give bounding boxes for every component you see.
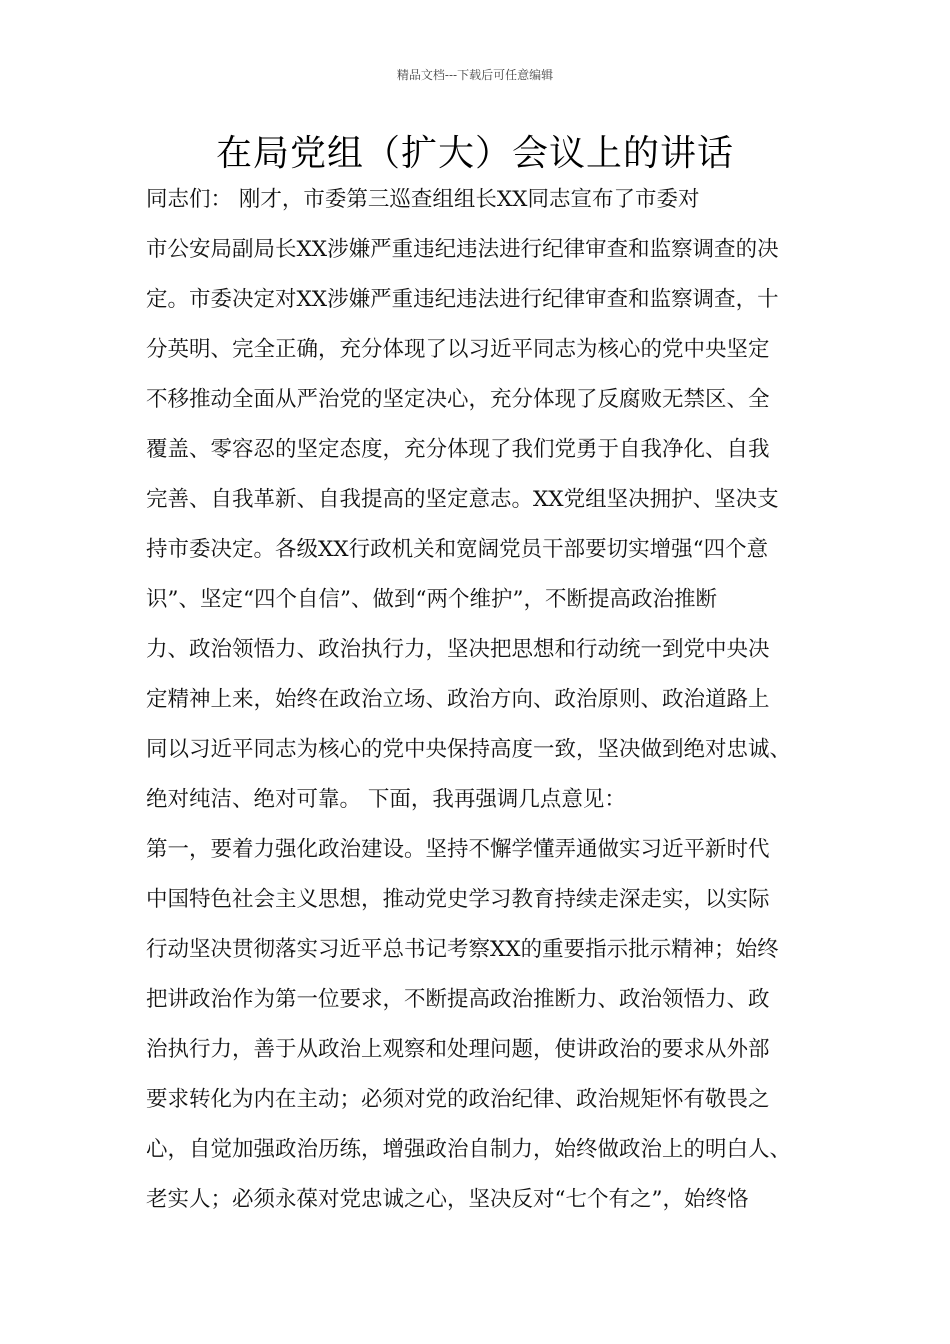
body-line: 定精神上来，始终在政治立场、政治方向、政治原则、政治道路上 xyxy=(146,687,770,712)
body-line: 老实人；必须永葆对党忠诚之心，坚决反对“七个有之”，始终恪 xyxy=(146,1187,749,1212)
body-line: 中国特色社会主义思想，推动党史学习教育持续走深走实，以实际 xyxy=(146,887,770,912)
body-line: 把讲政治作为第一位要求，不断提高政治推断力、政治领悟力、政 xyxy=(146,987,770,1012)
body-line: 同志们： 刚才，市委第三巡查组组长XX同志宣布了市委对 xyxy=(146,187,700,212)
body-line: 市公安局副局长XX涉嫌严重违纪违法进行纪律审查和监察调查的决 xyxy=(146,237,779,262)
body-line: 不移推动全面从严治党的坚定决心，充分体现了反腐败无禁区、全 xyxy=(146,387,770,412)
body-line: 要求转化为内在主动；必须对党的政治纪律、政治规矩怀有敬畏之 xyxy=(146,1087,770,1112)
body-line: 持市委决定。各级XX行政机关和宽阔党员干部要切实增强“四个意 xyxy=(146,537,769,562)
body-line: 心，自觉加强政治历练，增强政治自制力，始终做政治上的明白人、 xyxy=(146,1137,792,1162)
body-line: 覆盖、零容忍的坚定态度，充分体现了我们党勇于自我净化、自我 xyxy=(146,437,770,462)
body-line: 行动坚决贯彻落实习近平总书记考察XX的重要指示批示精神；始终 xyxy=(146,937,779,962)
body-line: 治执行力，善于从政治上观察和处理问题，使讲政治的要求从外部 xyxy=(146,1037,770,1062)
body-line: 力、政治领悟力、政治执行力，坚决把思想和行动统一到党中央决 xyxy=(146,637,770,662)
body-line: 绝对纯洁、绝对可靠。 下面，我再强调几点意见： xyxy=(146,787,626,812)
body-line: 第一，要着力强化政治建设。坚持不懈学懂弄通做实习近平新时代 xyxy=(146,837,770,862)
body-line: 同以习近平同志为核心的党中央保持高度一致，坚决做到绝对忠诚、 xyxy=(146,737,792,762)
body-line: 分英明、完全正确，充分体现了以习近平同志为核心的党中央坚定 xyxy=(146,337,770,362)
page-header: 精品文档---下载后可任意编辑 xyxy=(396,68,554,82)
body-line: 识”、坚定“四个自信”、做到“两个维护”，不断提高政治推断 xyxy=(146,587,717,612)
body-line: 完善、自我革新、自我提高的坚定意志。XX党组坚决拥护、坚决支 xyxy=(146,487,779,512)
document-title: 在局党组（扩大）会议上的讲话 xyxy=(215,133,734,174)
body-line: 定。市委决定对XX涉嫌严重违纪违法进行纪律审查和监察调查，十 xyxy=(146,287,779,312)
